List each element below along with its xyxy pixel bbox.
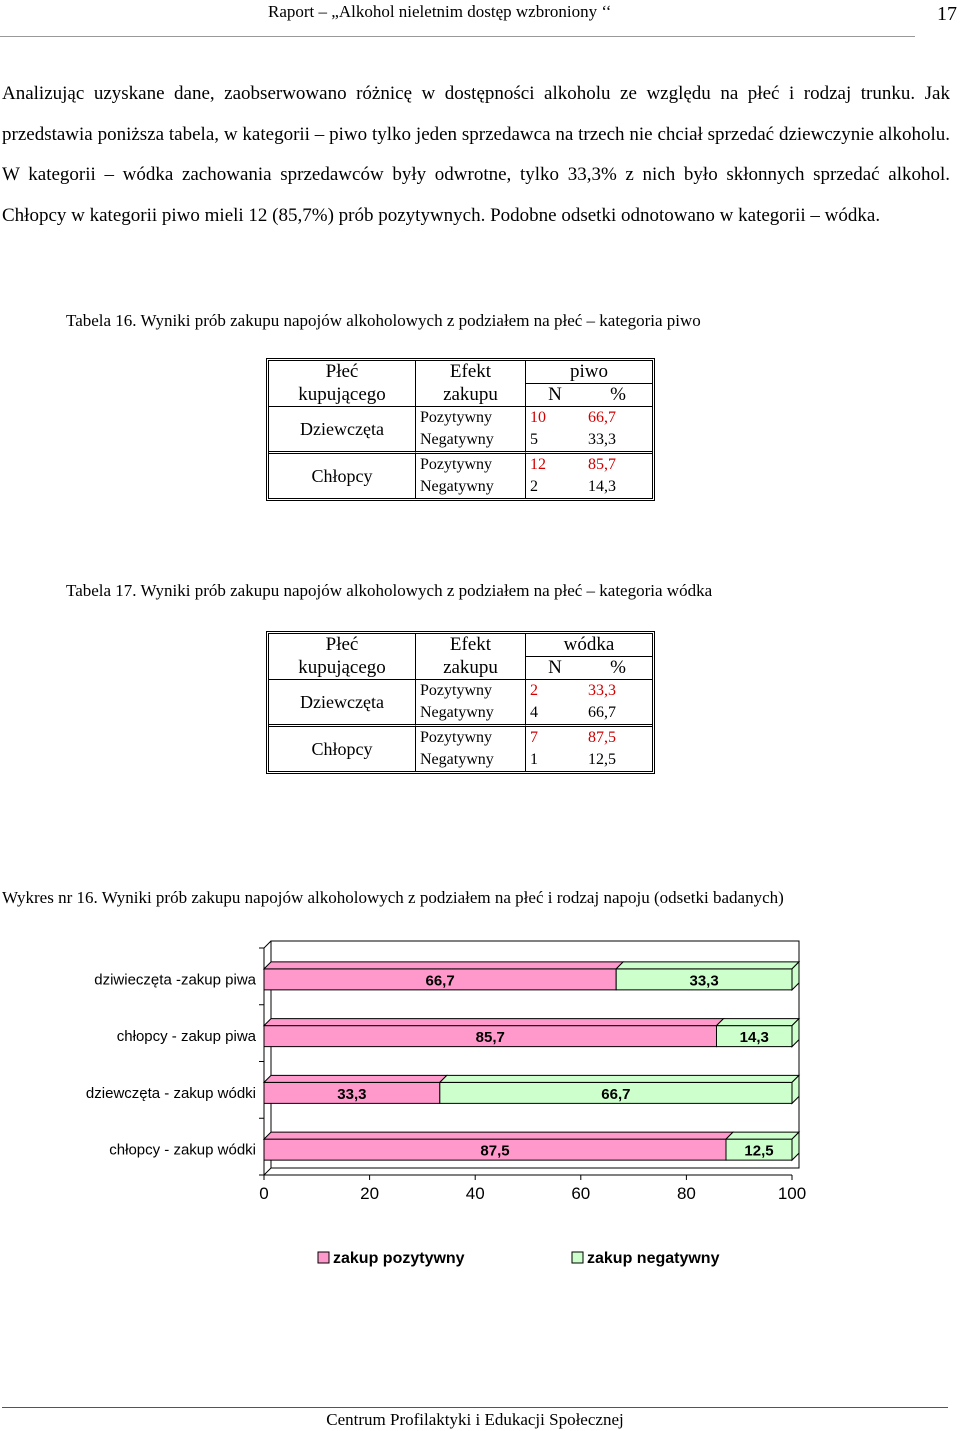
table17 xyxy=(266,631,655,774)
table16-col2-header-2: zakupu xyxy=(416,383,526,406)
table16-girls-neg-label: Negatywny xyxy=(416,429,526,451)
chart-container xyxy=(0,930,960,1267)
table17-girls-pos-pct: 33,3 xyxy=(584,679,652,702)
table16-girls-pos-label: Pozytywny xyxy=(416,406,526,429)
table17-girls-pos-n: 2 xyxy=(526,679,584,702)
table-row xyxy=(269,451,652,476)
x-tick-label: 100 xyxy=(777,1184,807,1203)
footer-rule xyxy=(2,1407,948,1408)
table17-gender-girls: Dziewczęta xyxy=(269,679,416,724)
x-tick-label: 60 xyxy=(571,1184,591,1203)
bar-top xyxy=(264,1075,447,1082)
table17-boys-pos-label: Pozytywny xyxy=(416,724,526,749)
category-label: dziwieczęta -zakup piwa xyxy=(94,971,256,989)
table16-gender-boys: Chłopcy xyxy=(269,451,416,498)
category-label: chłopcy - zakup piwa xyxy=(116,1028,256,1046)
table17-boys-neg-pct: 12,5 xyxy=(588,751,616,768)
table16-col2-header-1: Efekt xyxy=(416,361,526,383)
table16-subheader-row xyxy=(269,383,652,406)
table-row xyxy=(269,724,652,749)
data-label: 33,3 xyxy=(689,972,719,990)
table-row xyxy=(269,406,652,429)
table17-girls-neg-label: Negatywny xyxy=(416,702,526,724)
table17-boys-neg-n: 1 xyxy=(530,751,538,768)
table17-girls-pos-label: Pozytywny xyxy=(416,679,526,702)
table17-col1-header-2: kupującego xyxy=(269,656,416,679)
table16 xyxy=(266,358,655,501)
body-paragraph: Analizując uzyskane dane, zaobserwowano różnicę w dostępności alkoholu ze względu na płeć i rodzaj trunku. Jak przedstawia poniższa tabela, w kategorii – piwo tylko jeden sprzedawca na trzech nie chciał sprzedać dziewczynie alkoholu. W kategorii – wódka zachowania sprzedawców były odwrotne, tylko 33,3% z nich było skłonnych sprzedać alkohol. Chłopcy w kategorii piwo mieli 12 (85,7%) prób pozytywnych. Podobne odsetki odnotowano w kategorii – wódka. xyxy=(2,83,950,227)
x-tick-label: 80 xyxy=(676,1184,696,1203)
table16-boys-pos-pct: 85,7 xyxy=(584,451,652,476)
table16-header-row xyxy=(269,361,652,383)
plot-frame-edge xyxy=(264,941,271,948)
data-label: 66,7 xyxy=(601,1085,631,1103)
legend-swatch xyxy=(318,1252,329,1263)
bar-top xyxy=(440,1075,799,1082)
table17-n-header: N xyxy=(526,656,584,679)
table17-header-row xyxy=(269,634,652,656)
table16-girls-pos-pct: 66,7 xyxy=(584,406,652,429)
table16-gender-girls: Dziewczęta xyxy=(269,406,416,451)
x-tick-label: 20 xyxy=(360,1184,380,1203)
header-title: Raport – „Alkohol nieletnim dostęp wzbroniony ‘‘ xyxy=(268,2,612,21)
legend-label: zakup negatywny xyxy=(587,1250,720,1267)
table17-girls-neg-pct: 66,7 xyxy=(588,704,616,721)
plot-frame-edge xyxy=(264,1168,271,1175)
table17-group-header: wódka xyxy=(563,634,615,655)
header-rule xyxy=(0,36,915,37)
bar-top xyxy=(264,1132,733,1139)
table-row xyxy=(269,679,652,702)
page-number: 17 xyxy=(937,3,957,25)
category-label: dziewczęta - zakup wódki xyxy=(85,1084,256,1102)
table16-girls-pos-n: 10 xyxy=(526,406,584,429)
table17-subheader-row xyxy=(269,656,652,679)
bar-top xyxy=(716,1019,799,1026)
footer-text: Centrum Profilaktyki i Edukacji Społecznej xyxy=(326,1410,624,1429)
data-label: 12,5 xyxy=(744,1142,774,1160)
bar-top xyxy=(726,1132,799,1139)
table16-boys-pos-n: 12 xyxy=(526,451,584,476)
stacked-bar-chart xyxy=(0,930,960,1290)
legend-swatch xyxy=(572,1252,583,1263)
table17-boys-neg-label: Negatywny xyxy=(416,749,526,771)
table16-boys-neg-n: 2 xyxy=(530,478,538,495)
data-label: 66,7 xyxy=(425,972,455,990)
data-label: 87,5 xyxy=(480,1142,510,1160)
table17-caption: Tabela 17. Wyniki prób zakupu napojów alkoholowych z podziałem na płeć – kategoria wódka xyxy=(66,581,713,600)
table16-girls-neg-n: 5 xyxy=(530,431,538,448)
table16-col1-header-2: kupującego xyxy=(269,383,416,406)
table16-caption: Tabela 16. Wyniki prób zakupu napojów alkoholowych z podziałem na płeć – kategoria piwo xyxy=(66,311,701,330)
table17-col2-header-1: Efekt xyxy=(416,634,526,656)
table17-col2-header-2: zakupu xyxy=(416,656,526,679)
table16-boys-pos-label: Pozytywny xyxy=(416,451,526,476)
x-tick-label: 40 xyxy=(465,1184,485,1203)
table16-n-header: N xyxy=(526,383,584,406)
legend-label: zakup pozytywny xyxy=(333,1250,465,1267)
category-label: chłopcy - zakup wódki xyxy=(109,1141,256,1159)
table16-group-header: piwo xyxy=(570,361,608,382)
table16-boys-neg-pct: 14,3 xyxy=(588,478,616,495)
table17-col1-header-1: Płeć xyxy=(269,634,416,656)
x-tick-label: 0 xyxy=(259,1184,269,1203)
bar-top xyxy=(264,962,623,969)
data-label: 85,7 xyxy=(475,1029,505,1047)
table17-pct-header: % xyxy=(584,656,652,679)
bar-top xyxy=(616,962,799,969)
table17-boys-pos-n: 7 xyxy=(526,724,584,749)
table17-gender-boys: Chłopcy xyxy=(269,724,416,771)
chart-caption: Wykres nr 16. Wyniki prób zakupu napojów alkoholowych z podziałem na płeć i rodzaj napoju (odsetki badanych) xyxy=(2,888,784,907)
table16-boys-neg-label: Negatywny xyxy=(416,476,526,498)
table16-pct-header: % xyxy=(584,383,652,406)
table17-girls-neg-n: 4 xyxy=(530,704,538,721)
table16-col1-header-1: Płeć xyxy=(269,361,416,383)
data-label: 33,3 xyxy=(337,1085,367,1103)
data-label: 14,3 xyxy=(739,1029,769,1047)
table17-boys-pos-pct: 87,5 xyxy=(584,724,652,749)
table16-girls-neg-pct: 33,3 xyxy=(588,431,616,448)
bar-top xyxy=(264,1019,723,1026)
